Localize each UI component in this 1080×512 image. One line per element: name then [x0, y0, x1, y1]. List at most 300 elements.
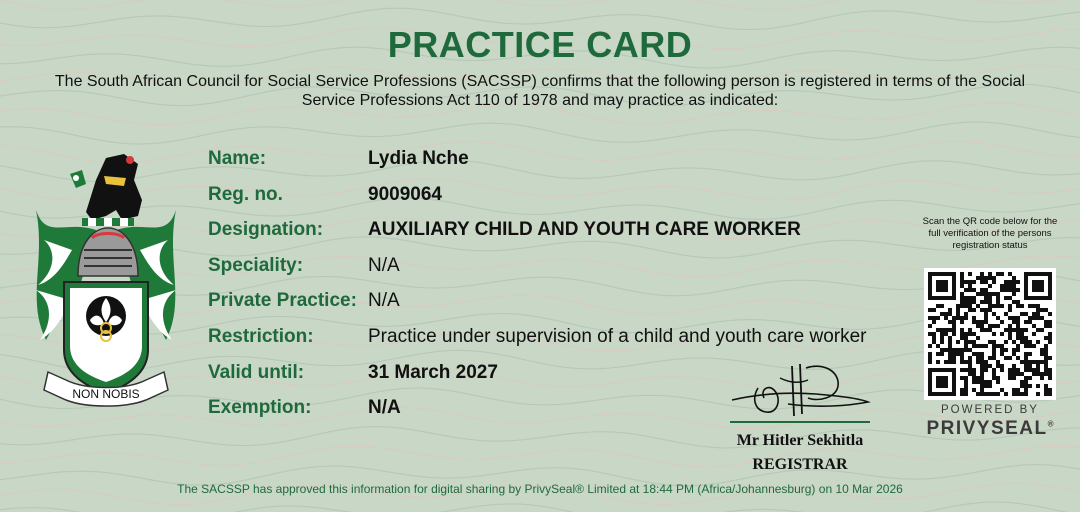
qr-module — [960, 296, 964, 300]
qr-module — [992, 276, 996, 280]
qr-module — [1032, 272, 1036, 276]
qr-module — [1016, 372, 1020, 376]
qr-module — [996, 316, 1000, 320]
qr-module — [1040, 308, 1044, 312]
qr-module — [1024, 356, 1028, 360]
qr-module — [1028, 384, 1032, 388]
qr-module — [952, 272, 956, 276]
qr-module — [980, 380, 984, 384]
qr-module — [1012, 348, 1016, 352]
qr-module — [940, 296, 944, 300]
qr-module — [1000, 284, 1004, 288]
qr-module — [1048, 276, 1052, 280]
qr-module — [952, 320, 956, 324]
field-label: Reg. no. — [208, 184, 283, 205]
qr-module — [1020, 340, 1024, 344]
qr-module — [964, 376, 968, 380]
qr-module — [1012, 288, 1016, 292]
qr-module — [1040, 348, 1044, 352]
qr-module — [948, 308, 952, 312]
qr-module — [936, 316, 940, 320]
signature-line — [730, 421, 870, 423]
qr-module — [940, 336, 944, 340]
qr-module — [960, 352, 964, 356]
qr-module — [980, 276, 984, 280]
qr-module — [984, 384, 988, 388]
qr-module — [940, 328, 944, 332]
qr-module — [1040, 316, 1044, 320]
qr-module — [984, 288, 988, 292]
qr-module — [1024, 384, 1028, 388]
qr-module — [960, 336, 964, 340]
qr-module — [972, 380, 976, 384]
qr-module — [956, 340, 960, 344]
qr-module — [1032, 284, 1036, 288]
qr-module — [1048, 340, 1052, 344]
qr-module — [960, 316, 964, 320]
qr-module — [980, 364, 984, 368]
field-label: Name: — [208, 148, 267, 169]
qr-module — [948, 348, 952, 352]
qr-module — [1028, 296, 1032, 300]
qr-module — [980, 288, 984, 292]
qr-module — [952, 284, 956, 288]
qr-module — [1016, 280, 1020, 284]
qr-module — [1016, 320, 1020, 324]
field-value: N/A — [368, 290, 400, 311]
qr-module — [980, 352, 984, 356]
qr-module — [1012, 280, 1016, 284]
qr-module — [976, 376, 980, 380]
qr-module — [964, 388, 968, 392]
qr-module — [980, 368, 984, 372]
qr-module — [944, 368, 948, 372]
qr-module — [1016, 344, 1020, 348]
qr-module — [928, 324, 932, 328]
qr-module — [944, 376, 948, 380]
qr-module — [1012, 376, 1016, 380]
qr-module — [976, 344, 980, 348]
qr-module — [1032, 324, 1036, 328]
qr-module — [992, 332, 996, 336]
qr-module — [1044, 372, 1048, 376]
qr-module — [1004, 392, 1008, 396]
qr-module — [968, 272, 972, 276]
qr-module — [968, 360, 972, 364]
qr-module — [936, 280, 940, 284]
qr-module — [1020, 336, 1024, 340]
qr-module — [1048, 280, 1052, 284]
qr-module — [968, 288, 972, 292]
qr-module — [940, 304, 944, 308]
qr-module — [944, 392, 948, 396]
qr-module — [1004, 356, 1008, 360]
qr-module — [1008, 324, 1012, 328]
qr-module — [932, 308, 936, 312]
qr-module — [1004, 280, 1008, 284]
registrar-signature — [728, 358, 872, 428]
qr-module — [1024, 328, 1028, 332]
qr-module — [944, 384, 948, 388]
field-value: 31 March 2027 — [368, 362, 498, 383]
qr-module — [976, 304, 980, 308]
qr-module — [980, 376, 984, 380]
qr-module — [972, 388, 976, 392]
qr-module — [988, 392, 992, 396]
qr-module — [940, 332, 944, 336]
qr-module — [1016, 392, 1020, 396]
qr-module — [1040, 280, 1044, 284]
qr-module — [1044, 352, 1048, 356]
qr-module — [972, 368, 976, 372]
qr-module — [960, 276, 964, 280]
qr-module — [972, 376, 976, 380]
qr-module — [1024, 364, 1028, 368]
qr-module — [1040, 352, 1044, 356]
qr-module — [936, 376, 940, 380]
qr-module — [1048, 388, 1052, 392]
qr-module — [964, 280, 968, 284]
qr-module — [948, 328, 952, 332]
qr-module — [928, 388, 932, 392]
qr-module — [956, 348, 960, 352]
qr-module — [1028, 376, 1032, 380]
qr-module — [928, 356, 932, 360]
qr-module — [1024, 352, 1028, 356]
qr-module — [952, 380, 956, 384]
qr-module — [972, 316, 976, 320]
qr-module — [952, 276, 956, 280]
qr-module — [1040, 372, 1044, 376]
qr-module — [1048, 368, 1052, 372]
qr-module — [988, 356, 992, 360]
qr-module — [928, 292, 932, 296]
qr-module — [992, 372, 996, 376]
field-label: Speciality: — [208, 255, 304, 276]
qr-module — [964, 304, 968, 308]
qr-module — [1024, 276, 1028, 280]
qr-module — [936, 368, 940, 372]
qr-module — [1048, 376, 1052, 380]
qr-module — [1020, 392, 1024, 396]
guilloche-line — [0, 0, 1080, 10]
qr-module — [1008, 316, 1012, 320]
qr-module — [996, 324, 1000, 328]
field-value: Practice under supervision of a child and youth care worker — [368, 326, 867, 347]
qr-module — [948, 360, 952, 364]
qr-module — [964, 344, 968, 348]
qr-module — [1036, 304, 1040, 308]
qr-module — [980, 360, 984, 364]
qr-module — [1008, 356, 1012, 360]
qr-module — [1040, 360, 1044, 364]
qr-module — [944, 312, 948, 316]
privyseal-brand: PRIVYSEAL — [926, 418, 1048, 439]
qr-module — [1040, 272, 1044, 276]
qr-module — [1028, 352, 1032, 356]
qr-module — [1012, 316, 1016, 320]
qr-module — [940, 392, 944, 396]
qr-module — [984, 308, 988, 312]
qr-module — [952, 332, 956, 336]
qr-module — [964, 288, 968, 292]
qr-module — [948, 320, 952, 324]
qr-module — [960, 360, 964, 364]
qr-module — [1008, 336, 1012, 340]
qr-module — [960, 376, 964, 380]
qr-module — [928, 308, 932, 312]
qr-module — [1044, 360, 1048, 364]
crest-motto: NON NOBIS — [72, 387, 140, 401]
qr-module — [928, 332, 932, 336]
qr-module — [940, 284, 944, 288]
qr-module — [1044, 344, 1048, 348]
qr-module — [992, 356, 996, 360]
qr-module — [984, 344, 988, 348]
registered-mark: ® — [1047, 419, 1054, 429]
qr-module — [988, 364, 992, 368]
qr-module — [948, 344, 952, 348]
qr-module — [964, 368, 968, 372]
qr-module — [1000, 348, 1004, 352]
qr-module — [940, 272, 944, 276]
qr-module — [996, 360, 1000, 364]
qr-module — [1016, 316, 1020, 320]
qr-module — [964, 380, 968, 384]
qr-module — [1024, 380, 1028, 384]
qr-module — [1028, 304, 1032, 308]
qr-module — [1024, 272, 1028, 276]
qr-module — [956, 304, 960, 308]
qr-module — [1024, 296, 1028, 300]
qr-module — [936, 288, 940, 292]
qr-module — [928, 316, 932, 320]
qr-module — [1036, 284, 1040, 288]
qr-module — [976, 360, 980, 364]
qr-module — [1032, 280, 1036, 284]
qr-module — [1032, 304, 1036, 308]
qr-module — [928, 352, 932, 356]
qr-module — [980, 372, 984, 376]
qr-module — [1044, 364, 1048, 368]
qr-module — [936, 272, 940, 276]
qr-module — [936, 384, 940, 388]
qr-module — [956, 308, 960, 312]
qr-module — [960, 388, 964, 392]
qr-module — [1028, 368, 1032, 372]
qr-module — [980, 392, 984, 396]
qr-module — [940, 288, 944, 292]
qr-module — [976, 352, 980, 356]
qr-module — [1032, 368, 1036, 372]
qr-module — [948, 368, 952, 372]
qr-module — [1000, 368, 1004, 372]
qr-module — [976, 276, 980, 280]
qr-module — [1032, 344, 1036, 348]
qr-module — [948, 272, 952, 276]
qr-module — [960, 356, 964, 360]
qr-module — [988, 304, 992, 308]
qr-module — [1020, 304, 1024, 308]
qr-module — [944, 360, 948, 364]
qr-module — [948, 352, 952, 356]
qr-module — [1012, 276, 1016, 280]
qr-module — [928, 272, 932, 276]
qr-module — [1016, 356, 1020, 360]
qr-module — [1032, 316, 1036, 320]
qr-module — [1016, 288, 1020, 292]
qr-module — [1008, 332, 1012, 336]
qr-module — [992, 344, 996, 348]
qr-module — [1044, 356, 1048, 360]
qr-module — [944, 280, 948, 284]
qr-module — [1036, 384, 1040, 388]
qr-module — [952, 388, 956, 392]
qr-module — [1044, 384, 1048, 388]
qr-module — [1008, 284, 1012, 288]
registrar-name: Mr Hitler Sekhitla — [736, 432, 864, 449]
qr-module — [996, 364, 1000, 368]
qr-module — [1044, 324, 1048, 328]
qr-module — [948, 296, 952, 300]
qr-module — [948, 340, 952, 344]
qr-module — [1000, 352, 1004, 356]
qr-module — [980, 384, 984, 388]
qr-module — [996, 392, 1000, 396]
qr-module — [948, 336, 952, 340]
qr-module — [944, 316, 948, 320]
qr-module — [988, 340, 992, 344]
qr-module — [976, 392, 980, 396]
qr-module — [980, 388, 984, 392]
qr-module — [1044, 348, 1048, 352]
qr-module — [1000, 364, 1004, 368]
qr-module — [1044, 368, 1048, 372]
qr-module — [1016, 304, 1020, 308]
qr-module — [936, 392, 940, 396]
qr-module — [1024, 376, 1028, 380]
qr-module — [972, 340, 976, 344]
qr-module — [1020, 328, 1024, 332]
qr-module — [1048, 284, 1052, 288]
qr-module — [952, 296, 956, 300]
qr-module — [976, 324, 980, 328]
field-label: Restriction: — [208, 326, 314, 347]
qr-module — [1016, 324, 1020, 328]
qr-module — [1036, 272, 1040, 276]
qr-module — [1044, 336, 1048, 340]
qr-module — [928, 368, 932, 372]
qr-module — [968, 368, 972, 372]
registrar-title: REGISTRAR — [752, 456, 848, 473]
qr-module — [932, 332, 936, 336]
qr-module — [1000, 320, 1004, 324]
qr-module — [992, 376, 996, 380]
qr-module — [976, 380, 980, 384]
qr-module — [932, 336, 936, 340]
qr-module — [984, 300, 988, 304]
qr-module — [932, 316, 936, 320]
qr-module — [1012, 392, 1016, 396]
qr-module — [928, 380, 932, 384]
qr-module — [932, 272, 936, 276]
qr-module — [1012, 292, 1016, 296]
qr-module — [1000, 332, 1004, 336]
qr-module — [972, 332, 976, 336]
qr-module — [1008, 372, 1012, 376]
qr-module — [972, 296, 976, 300]
qr-module — [952, 376, 956, 380]
qr-module — [972, 344, 976, 348]
qr-module — [976, 356, 980, 360]
qr-module — [1032, 372, 1036, 376]
qr-module — [988, 296, 992, 300]
qr-module — [968, 328, 972, 332]
qr-module — [1012, 328, 1016, 332]
qr-module — [1032, 360, 1036, 364]
qr-module — [936, 284, 940, 288]
qr-module — [984, 368, 988, 372]
guilloche-line — [0, 446, 1080, 467]
qr-module — [944, 332, 948, 336]
qr-module — [944, 284, 948, 288]
qr-module — [952, 324, 956, 328]
qr-module — [1004, 288, 1008, 292]
qr-module — [940, 380, 944, 384]
qr-module — [944, 328, 948, 332]
field-label: Exemption: — [208, 397, 312, 418]
qr-module — [1044, 320, 1048, 324]
qr-module — [1028, 272, 1032, 276]
card-intro: The South African Council for Social Service Professions (SACSSP) confirms that the following person is registered in terms of the Social Service Professions Act 110 of 1978 and may practice as indicated: — [54, 73, 1026, 109]
qr-module — [960, 272, 964, 276]
qr-module — [1004, 284, 1008, 288]
qr-module — [940, 348, 944, 352]
qr-module — [968, 348, 972, 352]
qr-module — [948, 356, 952, 360]
qr-module — [996, 296, 1000, 300]
qr-module — [1020, 360, 1024, 364]
qr-module — [992, 348, 996, 352]
qr-module — [968, 356, 972, 360]
qr-module — [980, 280, 984, 284]
qr-module — [980, 328, 984, 332]
qr-module — [1016, 348, 1020, 352]
qr-module — [1008, 280, 1012, 284]
qr-module — [952, 368, 956, 372]
qr-module — [988, 272, 992, 276]
qr-module — [988, 384, 992, 388]
qr-module — [928, 392, 932, 396]
qr-module — [928, 296, 932, 300]
qr-module — [1048, 356, 1052, 360]
qr-module — [1020, 384, 1024, 388]
qr-module — [1012, 352, 1016, 356]
qr-module — [1004, 296, 1008, 300]
qr-module — [1032, 312, 1036, 316]
qr-module — [1036, 340, 1040, 344]
qr-module — [1008, 376, 1012, 380]
qr-module — [940, 384, 944, 388]
qr-module — [988, 284, 992, 288]
qr-module — [988, 380, 992, 384]
qr-module — [1044, 272, 1048, 276]
qr-module — [1024, 392, 1028, 396]
qr-module — [960, 368, 964, 372]
qr-module — [1032, 296, 1036, 300]
verification-qr-code[interactable] — [924, 268, 1056, 400]
qr-module — [940, 280, 944, 284]
